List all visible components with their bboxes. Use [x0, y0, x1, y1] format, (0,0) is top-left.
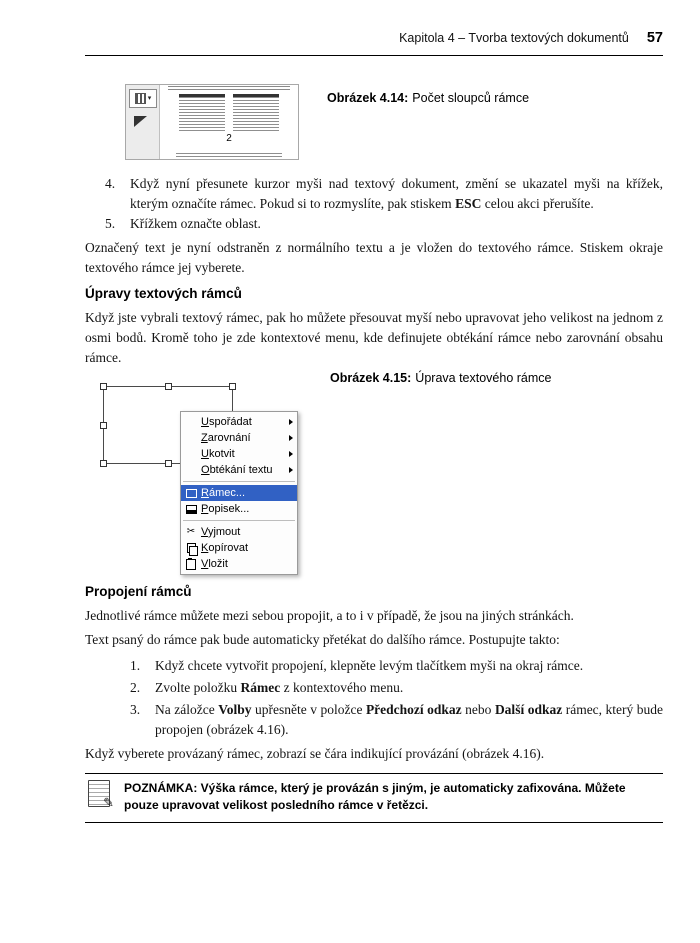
paragraph-selected-text: Označený text je nyní odstraněn z normálního textu a je vložen do textového rámce. Stiskem okraje textového rámce jej vyberete. — [85, 240, 663, 275]
figure-414-caption-label: Obrázek 4.14: — [327, 91, 409, 105]
column-count-label: 2 — [226, 133, 232, 144]
figure-415-block — [85, 370, 663, 574]
list-item-text: Když chcete vytvořit propojení, klepněte levým tlačítkem myši na okraj rámce. — [155, 658, 584, 673]
toolbar-button[interactable] — [129, 113, 151, 129]
menu-item-obtekani-textu[interactable]: Obtékání textu — [181, 462, 297, 478]
list-item-text: Když nyní přesunete kurzor myši nad textový dokument, změní se ukazatel myši na křížek, kterým označíte rámec. Pokud si to rozmyslíte, pak stiskem ESC celou akci přerušíte. — [130, 176, 663, 211]
paste-icon — [186, 559, 196, 570]
figure-414-image — [125, 84, 299, 160]
paragraph-link-intro2: Text psaný do rámce pak bude automaticky přetékat do dalšího rámce. Postupujte takto: — [85, 632, 560, 647]
columns-icon — [135, 93, 146, 104]
figure-415-caption-text: Úprava textového rámce — [415, 371, 552, 385]
list-item-text: Na záložce Volby upřesněte v položce Předchozí odkaz nebo Další odkaz rámec, který bude propojen (obrázek 4.16). — [155, 702, 664, 737]
list-item-text: Zvolte položku Rámec z kontextového menu. — [155, 680, 404, 695]
columns-preview-panel[interactable] — [160, 85, 298, 159]
menu-item-ramec[interactable]: Rámec... — [181, 485, 297, 501]
list-item — [85, 656, 663, 676]
list-number: 5. — [105, 216, 116, 231]
resize-handle[interactable] — [100, 460, 107, 467]
insert-columns-button[interactable] — [129, 89, 157, 108]
submenu-arrow-icon — [289, 451, 293, 457]
menu-item-zarovnani[interactable]: Zarovnání — [181, 430, 297, 446]
page-number: 57 — [646, 30, 663, 46]
list-number: 4. — [105, 176, 116, 191]
list-item — [85, 214, 663, 234]
figure-414-caption-text: Počet sloupců rámce — [412, 91, 530, 105]
resize-handle[interactable] — [229, 383, 236, 390]
column-preview-right — [233, 94, 279, 133]
menu-separator — [183, 520, 295, 521]
submenu-arrow-icon — [289, 419, 293, 425]
resize-handle[interactable] — [165, 460, 172, 467]
list-item — [85, 678, 663, 698]
steps-list-link — [85, 656, 663, 740]
paragraph-upravy: Když jste vybrali textový rámec, pak ho můžete přesouvat myší nebo upravovat jeho velikost na jednom z osmi bodů. Kromě toho je zde kontextové menu, kde definujete obtékání rámce nebo zarovnání obsahu rámce. — [85, 310, 663, 365]
page-content — [85, 60, 663, 823]
note-text: POZNÁMKA: Výška rámce, který je provázán s jiným, je automaticky zafixována. Můžete pouze upravovat velikost posledního rámce v řetězci. — [124, 781, 626, 812]
menu-item-popisek[interactable]: Popisek... — [181, 501, 297, 517]
note-label: POZNÁMKA: — [124, 781, 198, 795]
section-heading-propojeni: Propojení rámců — [85, 584, 192, 599]
page-header — [85, 30, 663, 56]
draw-shape-icon — [134, 116, 147, 127]
list-item-text: Křížkem označte oblast. — [130, 216, 261, 231]
resize-handle[interactable] — [165, 383, 172, 390]
menu-item-vyjmout[interactable]: ✂ Vyjmout — [186, 526, 241, 538]
columns-preview — [160, 94, 298, 133]
list-number: 2. — [130, 680, 141, 695]
context-menu — [180, 411, 298, 575]
list-item — [85, 174, 663, 214]
note-icon — [88, 780, 114, 811]
list-number: 3. — [130, 702, 141, 717]
dropdown-arrow-icon[interactable]: ▾ — [147, 94, 152, 102]
section-heading-upravy: Úpravy textových rámců — [85, 286, 242, 301]
menu-item-kopirovat[interactable]: Kopírovat — [181, 540, 297, 556]
figure-415-caption — [330, 370, 551, 386]
note-box — [85, 773, 663, 823]
scissors-icon: ✂ — [186, 526, 196, 537]
paragraph-link-intro1: Jednotlivé rámce můžete mezi sebou propojit, a to i v případě, že jsou na jiných stránkách. — [85, 608, 574, 623]
menu-separator — [183, 481, 295, 482]
menu-item-usporadat[interactable]: Uspořádat — [181, 414, 297, 430]
menu-item-ukotvit[interactable]: Ukotvit — [181, 446, 297, 462]
resize-handle[interactable] — [100, 383, 107, 390]
list-item — [85, 700, 663, 740]
running-head: Kapitola 4 – Tvorba textových dokumentů — [399, 31, 629, 45]
column-preview-left — [179, 94, 225, 133]
figure-414-block — [85, 84, 663, 160]
copy-icon — [187, 543, 196, 553]
toolbar-strip — [126, 85, 160, 159]
paragraph-link-outro: Když vyberete provázaný rámec, zobrazí se čára indikující provázání (obrázek 4.16). — [85, 746, 545, 761]
menu-item-vlozit[interactable]: Vložit — [181, 556, 297, 572]
list-number: 1. — [130, 658, 141, 673]
submenu-arrow-icon — [289, 467, 293, 473]
pencil-icon: ✎ — [103, 796, 114, 811]
figure-415-caption-label: Obrázek 4.15: — [330, 371, 412, 385]
resize-handle[interactable] — [100, 422, 107, 429]
frame-icon — [186, 489, 197, 498]
steps-list-top — [85, 174, 663, 234]
submenu-arrow-icon — [289, 435, 293, 441]
figure-414-caption — [327, 84, 529, 106]
caption-icon — [186, 505, 197, 514]
